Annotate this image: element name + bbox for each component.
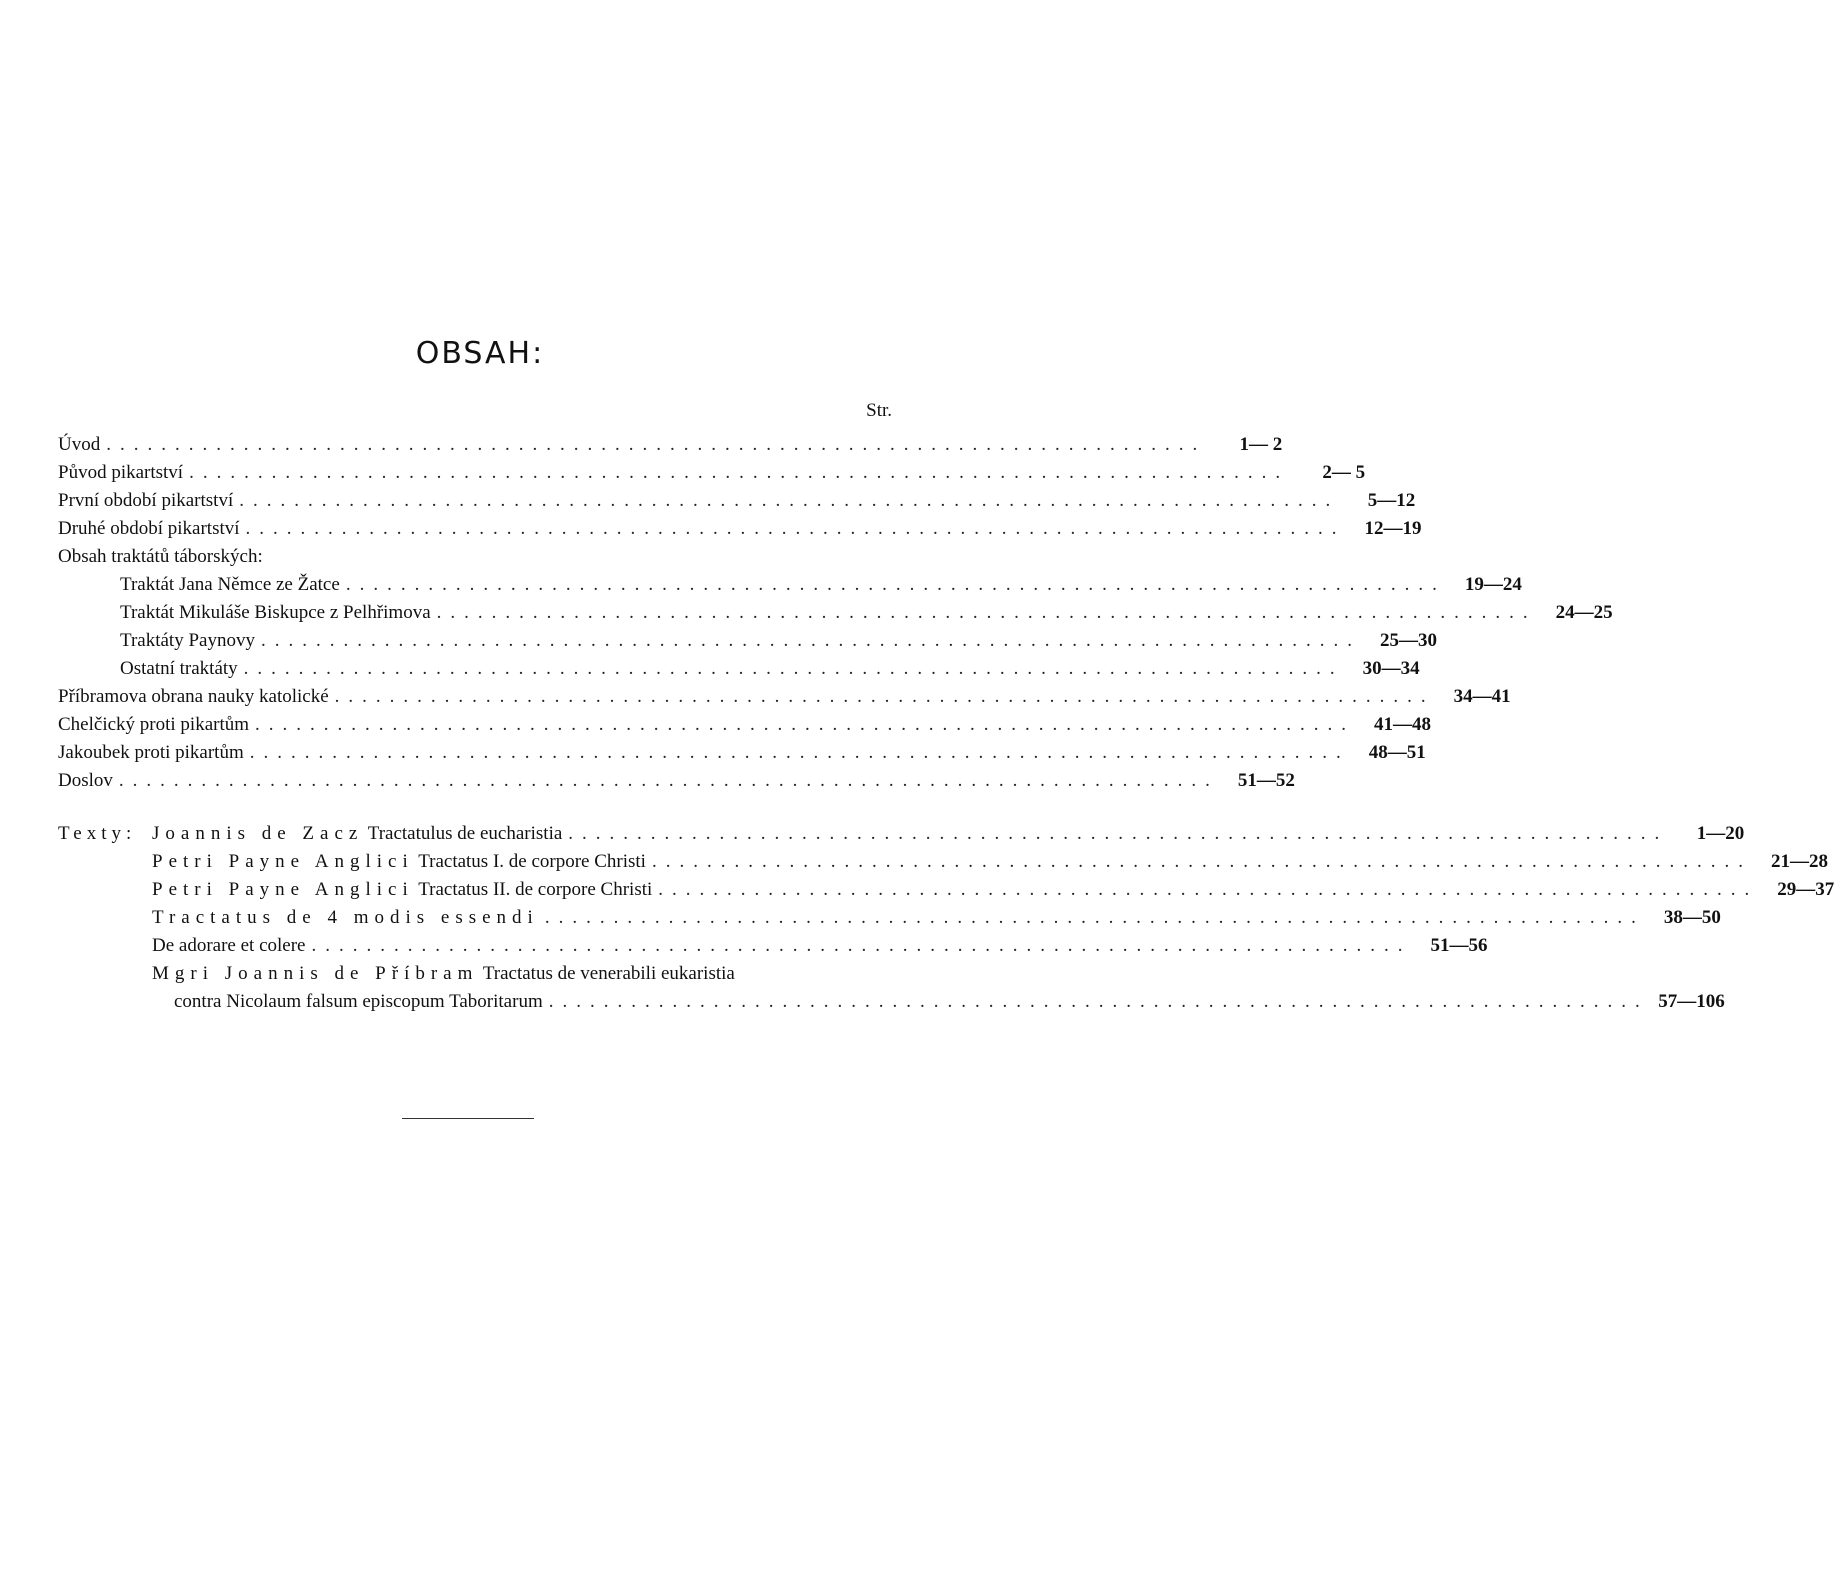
- texty-author: Petri Payne Anglici: [152, 879, 414, 900]
- toc-entry-pages: 1— 2: [1239, 434, 1283, 455]
- leader-dots: ................................................................................: [568, 823, 1669, 844]
- texty-entry: [58, 879, 1834, 907]
- texty-work: De adorare et colere: [152, 935, 306, 956]
- texty-entry-label: [152, 963, 735, 985]
- texty-entry-pages: 1—20: [1696, 823, 1745, 844]
- leader-dots: ................................................................................: [651, 851, 1752, 872]
- leader-dots: ................................................................................: [334, 686, 1435, 707]
- page-column-label: Str.: [866, 400, 892, 421]
- closing-rule: [402, 1118, 534, 1119]
- toc-entry-label: Jakoubek proti pikartům: [58, 742, 244, 763]
- toc-entry-pages: 30—34: [1362, 658, 1420, 679]
- texty-entry-label: [152, 935, 305, 957]
- toc-entry: [58, 434, 1283, 462]
- leader-dots: ................................................................................: [255, 714, 1356, 735]
- leader-dots: ................................................................................: [311, 935, 1412, 956]
- texty-author: Petri Payne Anglici: [152, 851, 414, 872]
- toc-entry: [58, 686, 1511, 714]
- toc-entry-label: Úvod: [58, 434, 101, 455]
- toc-entry: [58, 518, 1422, 546]
- toc-entry-pages: 48—51: [1368, 742, 1426, 763]
- texty-entry: [58, 907, 1721, 935]
- toc-entry-label: Traktát Jana Němce ze Žatce: [120, 574, 340, 595]
- toc-entry: [58, 714, 1432, 742]
- toc-entry-pages: 41—48: [1374, 714, 1432, 735]
- leader-dots: ................................................................................: [249, 742, 1350, 763]
- texty-entry-line2: [58, 991, 1725, 1019]
- leader-dots: ................................................................................: [239, 490, 1340, 511]
- toc-entry-label: Druhé období pikartství: [58, 518, 240, 539]
- toc-entry-pages: 34—41: [1453, 686, 1511, 707]
- toc-entry-pages: 12—19: [1364, 518, 1422, 539]
- toc-entry-label: Doslov: [58, 770, 113, 791]
- toc-entry: [58, 630, 1437, 658]
- leader-dots: ................................................................................: [436, 602, 1537, 623]
- toc-entry-label: První období pikartství: [58, 490, 234, 511]
- leader-dots: ................................................................................: [544, 907, 1645, 928]
- leader-dots: ................................................................................: [345, 574, 1446, 595]
- toc-entry-label: Traktát Mikuláše Biskupce z Pelhřimova: [120, 602, 431, 623]
- toc-entry-pages: 24—25: [1555, 602, 1613, 623]
- texty-entry-label: [152, 851, 646, 873]
- texty-work: Tractatus II. de corpore Christi: [418, 879, 653, 900]
- toc-entry: [58, 742, 1426, 770]
- texty-entry-continuation: contra Nicolaum falsum episcopum Taboritarum: [174, 991, 543, 1012]
- texty-work: Tractatus de venerabili eukaristia: [482, 963, 735, 984]
- texty-work: Tractatulus de eucharistia: [367, 823, 563, 844]
- leader-dots: ................................................................................: [243, 658, 1344, 679]
- texty-entry-label: [152, 879, 652, 901]
- texty-entry: [58, 823, 1745, 851]
- leader-dots: ................................................................................: [118, 770, 1219, 791]
- toc-entry-pages: 2— 5: [1322, 462, 1366, 483]
- toc-entry: [58, 602, 1613, 630]
- texty-entry-pages: 21—28: [1770, 851, 1828, 872]
- toc-entry-pages: 5—12: [1367, 490, 1416, 511]
- texty-entry-pages: 38—50: [1663, 907, 1721, 928]
- texty-entry: [58, 851, 1828, 879]
- leader-dots: ................................................................................: [245, 518, 1346, 539]
- texty-work: Tractatus I. de corpore Christi: [418, 851, 646, 872]
- toc-entry: [58, 462, 1366, 490]
- toc-entry: [58, 770, 1295, 798]
- toc-entry-label: Původ pikartství: [58, 462, 184, 483]
- texty-entry: [58, 935, 1488, 963]
- texty-label: Texty:: [58, 823, 137, 844]
- leader-dots: ................................................................................: [189, 462, 1290, 483]
- texty-entry-pages: 51—56: [1430, 935, 1488, 956]
- texty-entry-label: [152, 907, 539, 929]
- leader-dots: ................................................................................: [548, 991, 1649, 1012]
- texty-work: Tractatus de 4 modis essendi: [152, 907, 539, 928]
- leader-dots: ................................................................................: [260, 630, 1361, 651]
- toc-entry-label: Traktáty Paynovy: [120, 630, 255, 651]
- texty-entry-label: [152, 823, 562, 845]
- toc-entry: [58, 490, 1416, 518]
- toc-entry-label: Obsah traktátů táborských:: [58, 546, 263, 567]
- toc-entry-label: Příbramova obrana nauky katolické: [58, 686, 329, 707]
- toc-entry-pages: 19—24: [1464, 574, 1522, 595]
- texty-author: Joannis de Zacz: [152, 823, 364, 844]
- toc-entry-label: Ostatní traktáty: [120, 658, 238, 679]
- texty-entry-pages: 29—37: [1777, 879, 1834, 900]
- toc-entry: [58, 574, 1522, 602]
- texty-entry-line1: [58, 963, 894, 991]
- toc-entry-pages: 25—30: [1379, 630, 1437, 651]
- toc-entry-pages: 51—52: [1237, 770, 1295, 791]
- texty-entry-pages: 57—106: [1658, 991, 1725, 1012]
- page-title: OBSAH:: [415, 336, 545, 371]
- leader-dots: ................................................................................: [106, 434, 1207, 455]
- leader-dots: ................................................................................: [658, 879, 1759, 900]
- toc-entry: [58, 658, 1420, 686]
- texty-author: Mgri Joannis de Příbram: [152, 963, 479, 984]
- toc-entry-label: Chelčický proti pikartům: [58, 714, 250, 735]
- toc-section-heading: [58, 546, 894, 574]
